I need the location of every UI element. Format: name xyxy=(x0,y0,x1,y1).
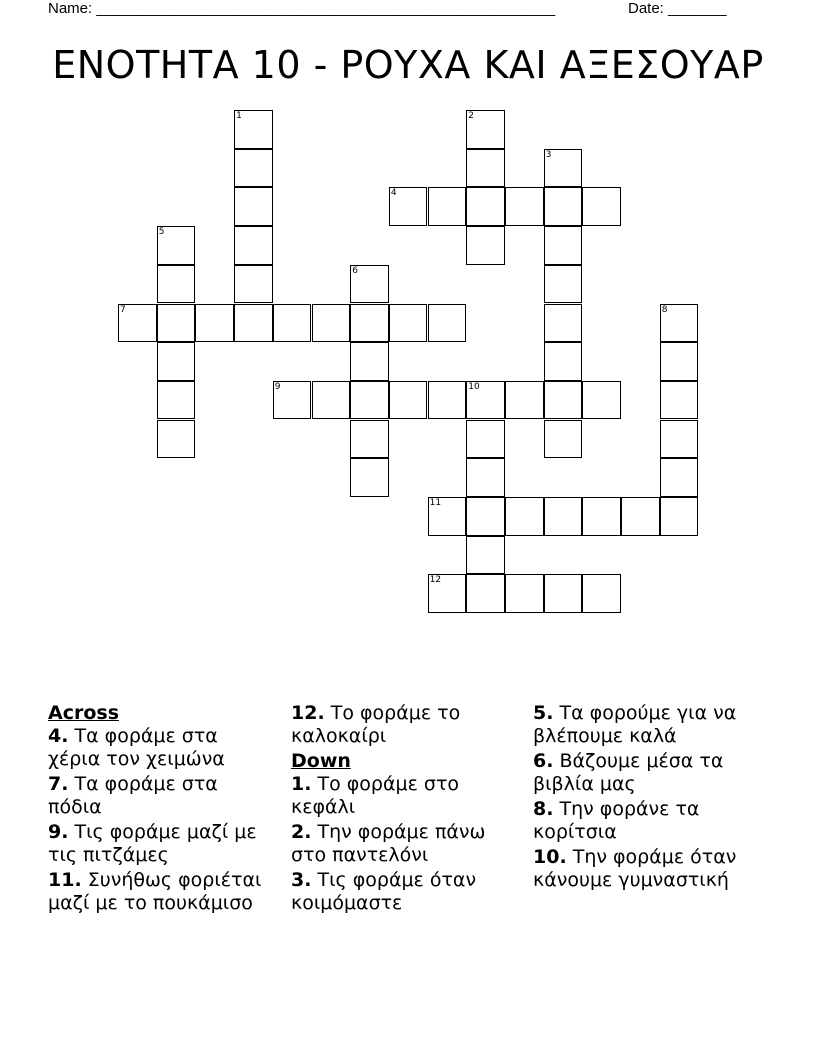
clue-down-6: 6. Βάζουμε μέσα τα βιβλία μας xyxy=(533,750,724,795)
crossword-cell[interactable] xyxy=(582,574,621,613)
crossword-cell[interactable] xyxy=(505,497,544,536)
crossword-cell[interactable] xyxy=(466,187,505,226)
clue-down-8: 8. Την φοράνε τα κορίτσια xyxy=(533,798,700,843)
clue-number-4: 4 xyxy=(390,188,397,199)
crossword-cell[interactable] xyxy=(350,304,389,343)
crossword-cell[interactable] xyxy=(157,265,196,304)
crossword-cell[interactable] xyxy=(234,226,273,265)
crossword-cell[interactable] xyxy=(195,304,234,343)
crossword-cell[interactable] xyxy=(312,381,351,420)
crossword-cell[interactable] xyxy=(234,265,273,304)
crossword-cell[interactable] xyxy=(466,110,505,149)
crossword-cell[interactable] xyxy=(118,304,157,343)
crossword-cell[interactable] xyxy=(660,420,699,459)
clue-number-10: 10 xyxy=(468,381,480,392)
crossword-cell[interactable] xyxy=(582,497,621,536)
crossword-cell[interactable] xyxy=(660,381,699,420)
clue-across-7: 7. Τα φοράμε στα πόδια xyxy=(48,773,218,818)
crossword-cell[interactable] xyxy=(544,497,583,536)
crossword-cell[interactable] xyxy=(312,304,351,343)
crossword-cell[interactable] xyxy=(157,226,196,265)
crossword-cell[interactable] xyxy=(466,226,505,265)
clues-column-3 xyxy=(533,702,761,894)
crossword-cell[interactable] xyxy=(428,574,467,613)
crossword-cell[interactable] xyxy=(544,149,583,188)
crossword-cell[interactable] xyxy=(660,304,699,343)
crossword-cell[interactable] xyxy=(466,458,505,497)
crossword-cell[interactable] xyxy=(234,149,273,188)
clue-number-6: 6 xyxy=(352,265,358,276)
crossword-cell[interactable] xyxy=(350,381,389,420)
crossword-cell[interactable] xyxy=(466,420,505,459)
crossword-cell[interactable] xyxy=(466,574,505,613)
name-field-label: Name: _______________________________________________________ xyxy=(48,0,556,17)
crossword-cell[interactable] xyxy=(544,187,583,226)
crossword-cell[interactable] xyxy=(389,187,428,226)
crossword-cell[interactable] xyxy=(389,304,428,343)
crossword-cell[interactable] xyxy=(157,304,196,343)
crossword-cell[interactable] xyxy=(350,420,389,459)
clue-down-2: 2. Την φοράμε πάνω στο παντελόνι xyxy=(291,821,486,866)
clue-down-5: 5. Τα φορούμε για να βλέπουμε καλά xyxy=(533,702,737,747)
crossword-cell[interactable] xyxy=(544,420,583,459)
crossword-cell[interactable] xyxy=(505,187,544,226)
clue-number-1: 1 xyxy=(236,111,242,121)
down-heading: Down xyxy=(291,750,351,772)
crossword-cell[interactable] xyxy=(157,381,196,420)
crossword-cell[interactable] xyxy=(234,304,273,343)
crossword-cell[interactable] xyxy=(544,265,583,304)
crossword-cell[interactable] xyxy=(157,342,196,381)
crossword-cell[interactable] xyxy=(505,381,544,420)
crossword-cell[interactable] xyxy=(428,381,467,420)
crossword-cell[interactable] xyxy=(466,149,505,188)
crossword-cell[interactable] xyxy=(544,381,583,420)
crossword-cell[interactable] xyxy=(350,265,389,304)
crossword-cell[interactable] xyxy=(660,497,699,536)
date-field-label: Date: _______ xyxy=(628,0,727,17)
clue-number-7: 7 xyxy=(120,304,126,315)
clue-number-11: 11 xyxy=(429,498,442,508)
crossword-cell[interactable] xyxy=(582,187,621,226)
page-title: ΕΝΟΤΗΤΑ 10 - ΡΟΥΧΑ ΚΑΙ ΑΞΕΣΟΥΑΡ xyxy=(52,43,764,87)
crossword-cell[interactable] xyxy=(544,304,583,343)
crossword-cell[interactable] xyxy=(466,381,505,420)
crossword-cell[interactable] xyxy=(234,187,273,226)
crossword-cell[interactable] xyxy=(505,574,544,613)
crossword-cell[interactable] xyxy=(544,226,583,265)
clue-number-3: 3 xyxy=(545,149,552,160)
crossword-cell[interactable] xyxy=(466,497,505,536)
crossword-cell[interactable] xyxy=(582,381,621,420)
crossword-cell[interactable] xyxy=(660,458,699,497)
clue-number-9: 9 xyxy=(274,381,281,392)
crossword-cell[interactable] xyxy=(621,497,660,536)
clue-across-12: 12. Το φοράμε το καλοκαίρι xyxy=(291,702,461,747)
clue-down-10: 10. Την φοράμε όταν κάνουμε γυμναστική xyxy=(533,846,737,891)
clue-across-4: 4. Τα φοράμε στα χέρια τον χειμώνα xyxy=(48,725,225,770)
clue-down-1: 1. Το φοράμε στο κεφάλι xyxy=(291,773,460,818)
clues-column-2 xyxy=(291,702,519,917)
crossword-cell[interactable] xyxy=(234,110,273,149)
across-heading: Across xyxy=(48,702,120,724)
crossword-cell[interactable] xyxy=(428,497,467,536)
crossword-cell[interactable] xyxy=(350,342,389,381)
crossword-cell[interactable] xyxy=(428,187,467,226)
clue-across-9: 9. Τις φοράμε μαζί με τις πιτζάμες xyxy=(48,821,257,866)
crossword-cell[interactable] xyxy=(544,342,583,381)
clues-column-1 xyxy=(48,702,276,917)
clue-number-8: 8 xyxy=(661,304,668,315)
crossword-cell[interactable] xyxy=(428,304,467,343)
crossword-cell[interactable] xyxy=(350,458,389,497)
crossword-cell[interactable] xyxy=(544,574,583,613)
crossword-cell[interactable] xyxy=(273,304,312,343)
crossword-cell[interactable] xyxy=(466,536,505,575)
crossword-cell[interactable] xyxy=(273,381,312,420)
crossword-cell[interactable] xyxy=(660,342,699,381)
clue-number-2: 2 xyxy=(468,111,475,121)
clue-number-5: 5 xyxy=(158,227,165,238)
crossword-cell[interactable] xyxy=(389,381,428,420)
clue-number-12: 12 xyxy=(429,575,442,586)
clue-across-11: 11. Συνήθως φοριέται μαζί με το πουκάμισο xyxy=(48,869,262,914)
crossword-cell[interactable] xyxy=(157,420,196,459)
clue-down-3: 3. Τις φοράμε όταν κοιμόμαστε xyxy=(291,869,477,914)
